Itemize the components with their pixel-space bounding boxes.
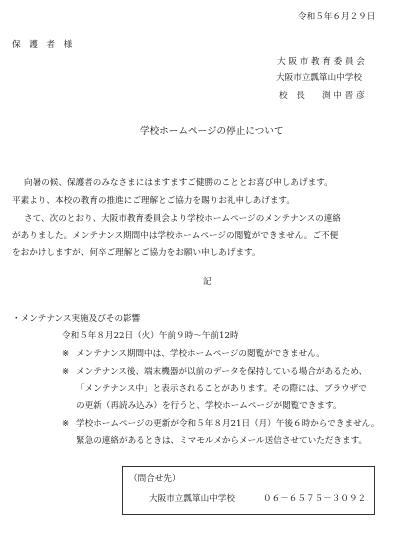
sender-org: 大 阪 市 教 育 委 員 会 <box>277 57 365 67</box>
contact-label: （問合せ先） <box>129 474 181 484</box>
document-title: 学校ホームページの停止について <box>140 126 284 137</box>
para1-line1: 向暑の候、保護者のみなさまにはますますご健勝のこととお喜び申しあげます。 <box>24 178 333 188</box>
ki-mark: 記 <box>203 277 212 287</box>
contact-box <box>122 466 375 515</box>
para2-line1: さて、次のとおり、大阪市教育委員会より学校ホームページのメンテナンスの連絡 <box>24 214 341 224</box>
para1-line2: 平素より、本校の教育の推進にご理解とご協力を賜りお礼申しあげます。 <box>12 196 295 206</box>
para2-line2: がありました。メンテナンス期間中は学校ホームページの閲覧ができません。ご不便 <box>12 231 339 241</box>
note-1-text: メンテナンス期間中は、学校ホームページの閲覧ができません。 <box>76 349 325 359</box>
note-2 <box>62 367 367 378</box>
notice-heading: ・メンテナンス実施及びその影響 <box>12 314 141 324</box>
contact-school: 大阪市立瓢箪山中学校 <box>149 494 235 504</box>
note-bullet: ※ <box>62 419 70 429</box>
sender-school: 大阪市立瓢箪山中学校 <box>276 73 362 83</box>
contact-phone: ０６－６５７５－３０９２ <box>263 494 367 504</box>
note-3 <box>62 419 379 430</box>
para2-line3: をおかけしますが、何卒ご理解とご協力をお願い申しあげます。 <box>12 248 261 258</box>
sender-principal: 校 長 渕 中 晋 彦 <box>279 91 365 101</box>
note-2-text-line2: 「メンテナンス中」と表示されることがあります。その際には、ブラウザで <box>76 384 367 394</box>
note-3-text-line2: 緊急の連絡があるときは、ミマモルメからメール送信させていただきます。 <box>76 436 368 446</box>
date: 令和５年６月２９日 <box>298 12 376 22</box>
note-3-text-line1: 学校ホームページの更新が令和５年８月21日（月）午後６時からできません。 <box>76 419 380 429</box>
note-bullet: ※ <box>62 367 70 377</box>
note-2-text-line3: の更新（再読み込み）を行うと、学校ホームページが閲覧できます。 <box>76 401 342 411</box>
note-bullet: ※ <box>62 349 70 359</box>
note-1 <box>62 349 325 360</box>
maintenance-schedule: 令和５年８月22日（火）午前９時～午前12時 <box>62 331 239 341</box>
recipient: 保 護 者 様 <box>12 40 73 50</box>
note-2-text-line1: メンテナンス後、端末機器が以前のデータを保持している場合があるため、 <box>76 367 368 377</box>
